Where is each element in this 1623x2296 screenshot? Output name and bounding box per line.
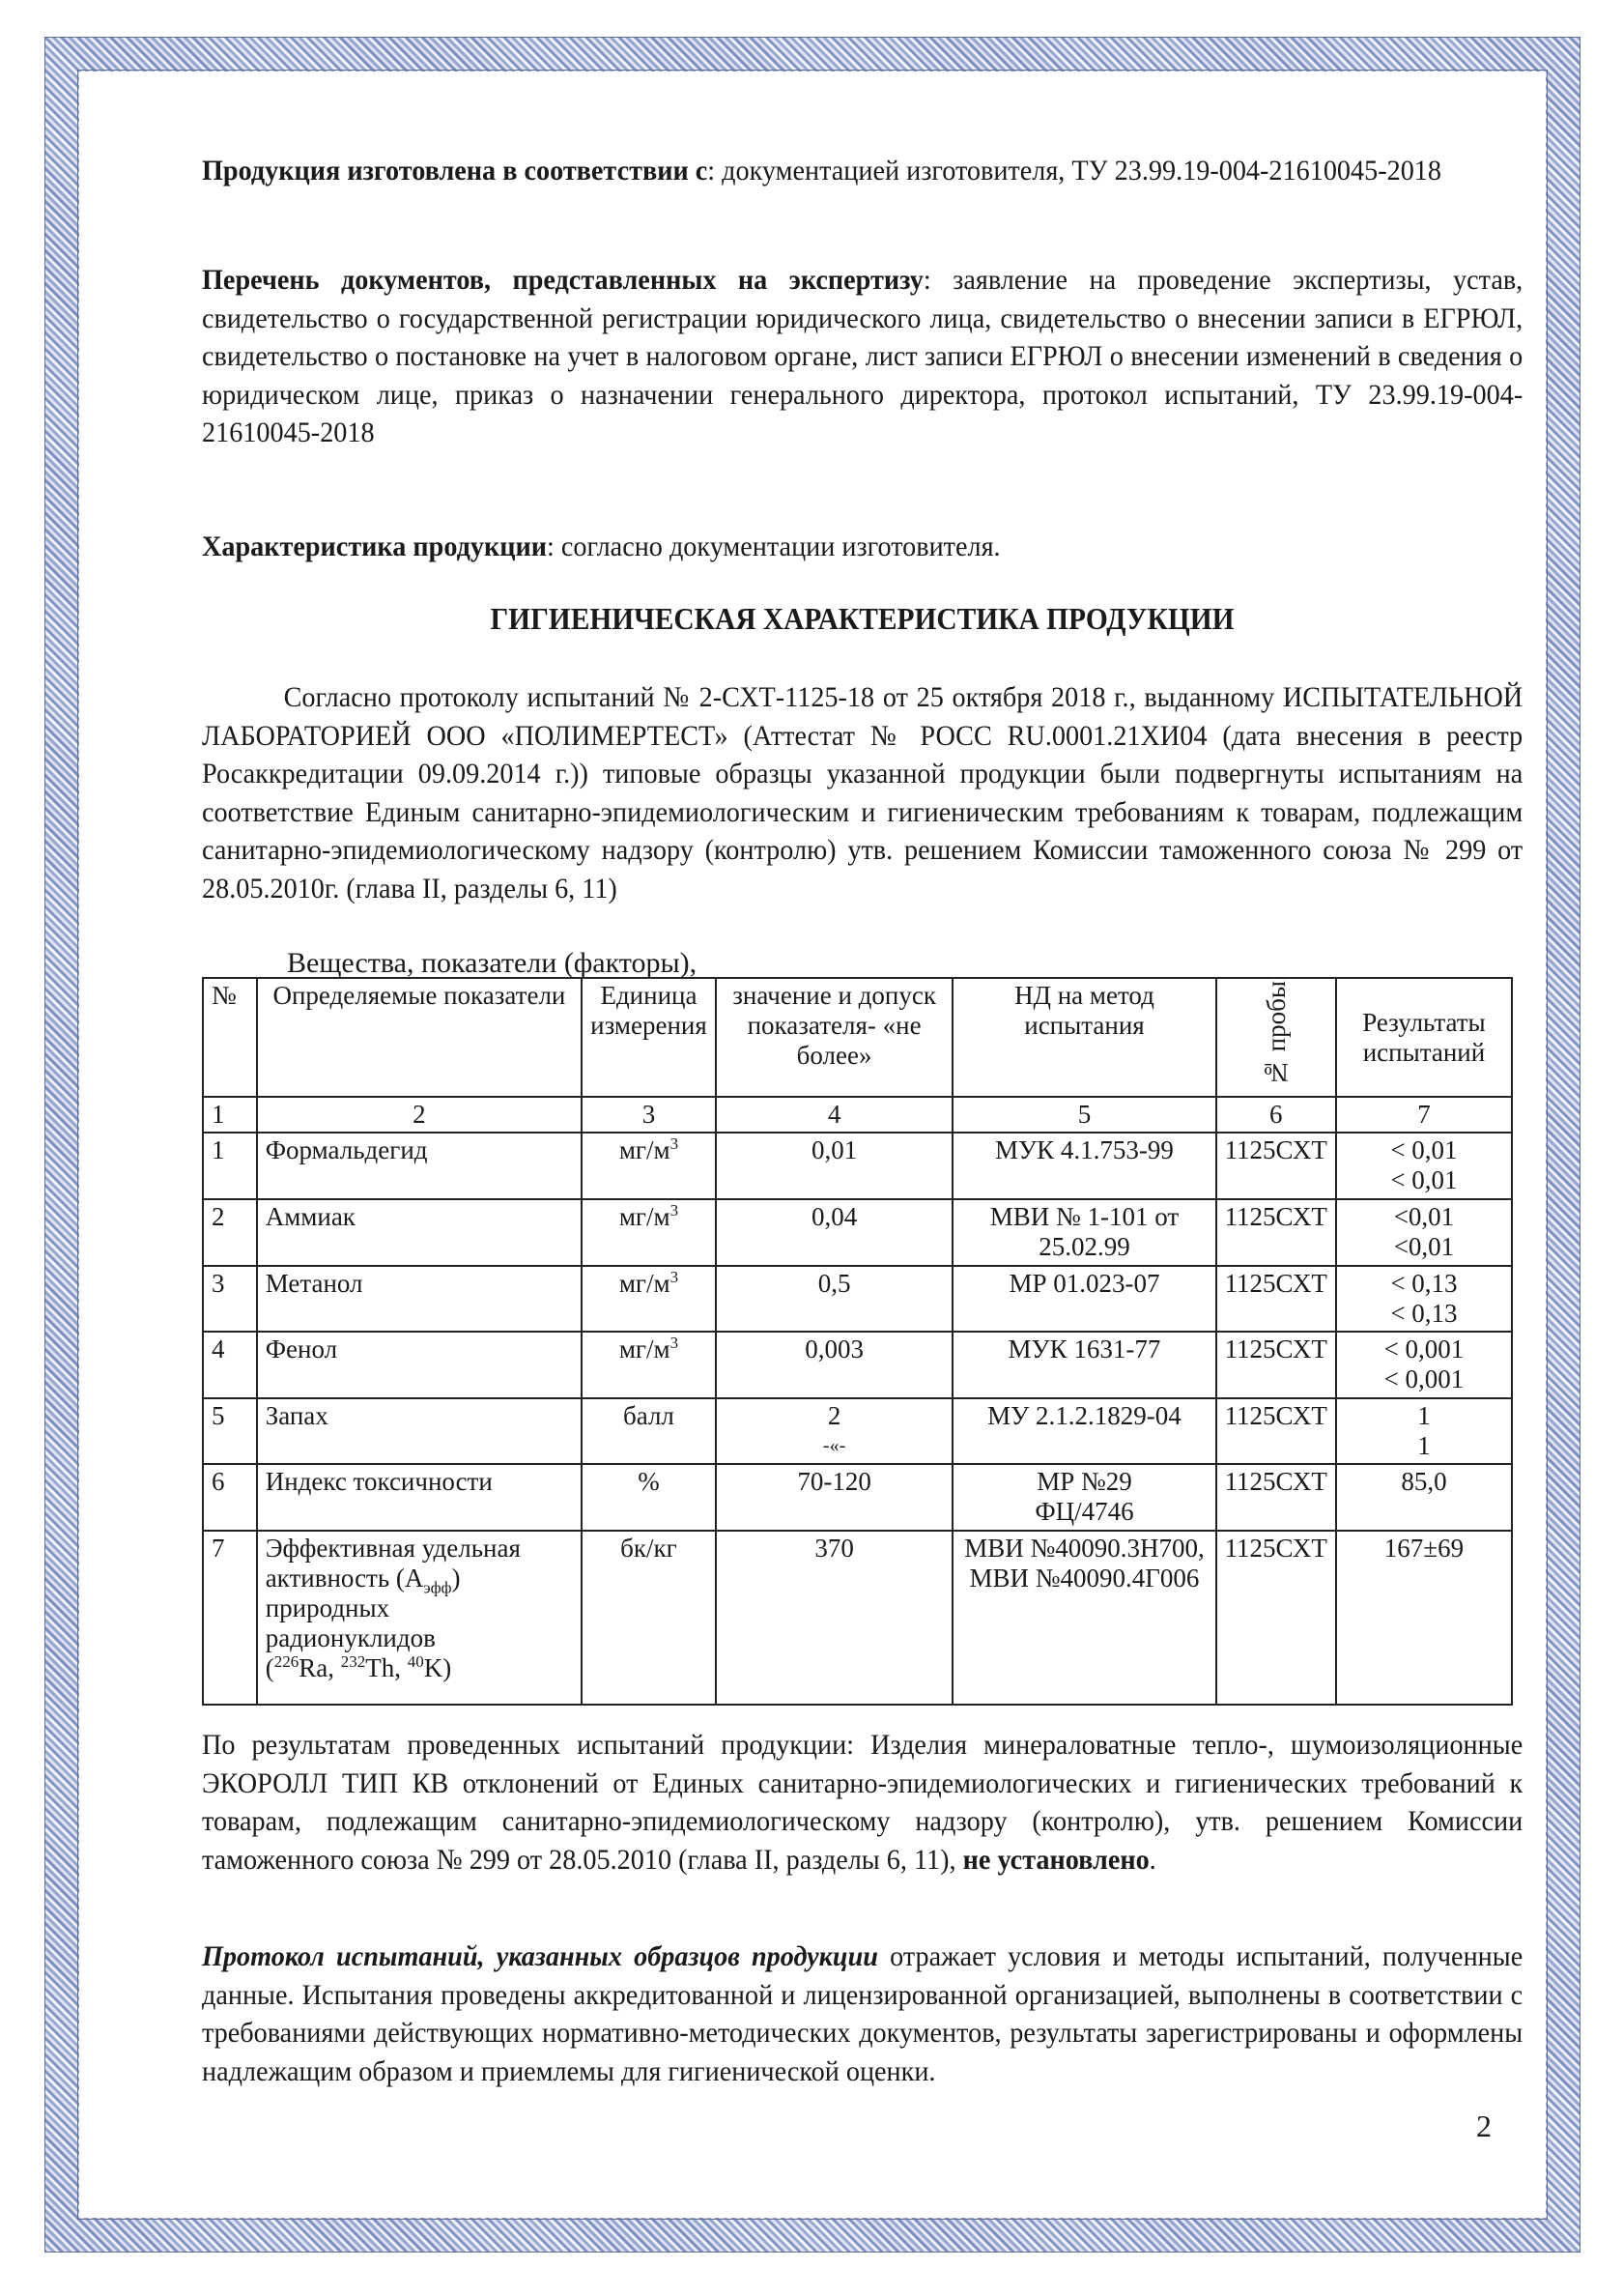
- col-number: 4: [716, 1097, 954, 1133]
- table-row: [203, 1332, 1512, 1398]
- row-limit: 0,04: [716, 1199, 954, 1266]
- documents-list-block: [202, 261, 1523, 452]
- table-column-number-row: [203, 1097, 1512, 1133]
- col-number: 6: [1216, 1097, 1336, 1133]
- table-row: [203, 1531, 1512, 1705]
- header-limit: значение и допуск показателя- «не более»: [716, 978, 954, 1097]
- protocol-paragraph-block: [202, 678, 1523, 907]
- row-unit: %: [582, 1464, 716, 1531]
- documents-list-text: : заявление на проведение экспертизы, устав, свидетельство о государственной регистрации юридического лица, свидетельство о внесении записи в ЕГРЮЛ, свидетельство о постановке на учет в налоговом органе, лист записи ЕГРЮЛ о внесении изменений в сведения о юридическом лице, приказ о назначении генерального директора, протокол испытаний, ТУ 23.99.19-004-21610045-2018: [202, 264, 1523, 448]
- row-indicator: Запах: [257, 1398, 582, 1464]
- section-title: ГИГИЕНИЧЕСКАЯ ХАРАКТЕРИСТИКА ПРОДУКЦИИ: [490, 601, 1235, 636]
- product-characteristic-block: [202, 528, 1523, 566]
- row-result: < 0,001 < 0,001: [1336, 1332, 1512, 1398]
- row-indicator: Эффективная удельная активность $(А_{эфф})$ природных радионуклидов ($^{226}$Ra, $^{232}$Th, $^{40}$K): [257, 1531, 582, 1705]
- row-indicator: Метанол: [257, 1266, 582, 1332]
- row-number: 4: [203, 1332, 257, 1398]
- row-sample: 1125СХТ: [1216, 1266, 1336, 1332]
- table-caption: Вещества, показатели (факторы),: [287, 947, 698, 979]
- header-sample: № пробы: [1261, 981, 1291, 1088]
- row-result: 85,0: [1336, 1464, 1512, 1531]
- col-number: 1: [203, 1097, 257, 1133]
- row-limit: 0,01: [716, 1133, 954, 1199]
- header-results: Результаты испытаний: [1336, 978, 1512, 1097]
- row-sample: 1125СХТ: [1216, 1199, 1336, 1266]
- header-indicator: Определяемые показатели: [257, 978, 582, 1097]
- row-sample: 1125СХТ: [1216, 1133, 1336, 1199]
- row-unit: $мг/м^3$: [582, 1332, 716, 1398]
- row-indicator: Аммиак: [257, 1199, 582, 1266]
- table-row: [203, 1398, 1512, 1464]
- col-number: 7: [1336, 1097, 1512, 1133]
- documents-list-label: Перечень документов, представленных на экспертизу: [202, 264, 924, 296]
- row-unit: $мг/м^3$: [582, 1133, 716, 1199]
- col-number: 5: [953, 1097, 1215, 1133]
- row-indicator: Индекс токсичности: [257, 1464, 582, 1531]
- header-unit: Единица измерения: [582, 978, 716, 1097]
- row-number: 2: [203, 1199, 257, 1266]
- row-number: 6: [203, 1464, 257, 1531]
- row-indicator: Фенол: [257, 1332, 582, 1398]
- manufactured-per-block: [202, 152, 1523, 190]
- table-header-row: [203, 978, 1512, 1097]
- row-method: МР 01.023-07: [953, 1266, 1215, 1332]
- row-result: <0,01 <0,01: [1336, 1199, 1512, 1266]
- row-sample: 1125СХТ: [1216, 1531, 1336, 1705]
- row-limit: 2 -«-: [716, 1398, 954, 1464]
- col-number: 3: [582, 1097, 716, 1133]
- row-number: 3: [203, 1266, 257, 1332]
- row-method: МВИ №40090.3Н700, МВИ №40090.4Г006: [953, 1531, 1215, 1705]
- row-method: МУК 1631-77: [953, 1332, 1215, 1398]
- conclusion-text: По результатам проведенных испытаний продукции: Изделия минераловатные тепло-, шумоизоляционные ЭКОРОЛЛ ТИП КВ отклонений от Единых санитарно-эпидемиологических и гигиенических требований к товарам, подлежащим санитарно-эпидемиологическому надзору (контролю), утв. решением Комиссии таможенного союза № 299 от 28.05.2010 (глава II, разделы 6, 11),: [202, 1729, 1523, 1876]
- row-method: МВИ № 1-101 от 25.02.99: [953, 1199, 1215, 1266]
- protocol-note-block: [202, 1937, 1523, 2090]
- row-method: МУ 2.1.2.1829-04: [953, 1398, 1215, 1464]
- row-unit: бк/кг: [582, 1531, 716, 1705]
- row-number: 1: [203, 1133, 257, 1199]
- row-sample: 1125СХТ: [1216, 1398, 1336, 1464]
- table-row: [203, 1464, 1512, 1531]
- row-number: 5: [203, 1398, 257, 1464]
- product-characteristic-text: : согласно документации изготовителя.: [546, 531, 1001, 562]
- row-limit: 70-120: [716, 1464, 954, 1531]
- col-number: 2: [257, 1097, 582, 1133]
- row-result: < 0,01 < 0,01: [1336, 1133, 1512, 1199]
- row-result: 1 1: [1336, 1398, 1512, 1464]
- row-indicator: Формальдегид: [257, 1133, 582, 1199]
- row-result: < 0,13 < 0,13: [1336, 1266, 1512, 1332]
- manufactured-per-label: Продукция изготовлена в соответствии с: [202, 155, 708, 187]
- manufactured-per-text: : документацией изготовителя, ТУ 23.99.19-004-21610045-2018: [707, 155, 1442, 187]
- row-number: 7: [203, 1531, 257, 1705]
- row-sample: 1125СХТ: [1216, 1332, 1336, 1398]
- row-limit: 370: [716, 1531, 954, 1705]
- conclusion-verdict: не установлено: [962, 1843, 1150, 1876]
- protocol-paragraph: Согласно протоколу испытаний № 2-СХТ-1125-18 от 25 октября 2018 г., выданному ИСПЫТАТЕЛЬНОЙ ЛАБОРАТОРИЕЙ ООО «ПОЛИМЕРТЕСТ» (Аттестат № РОСС RU.0001.21ХИ04 (дата внесения в реестр Росаккредитации 09.09.2014 г.)) типовые образцы указанной продукции были подвергнуты испытаниям на соответствие Единым санитарно-эпидемиологическим и гигиеническим требованиям к товарам, подлежащим санитарно-эпидемиологическому надзору (контролю) утв. решением Комиссии таможенного союза № 299 от 28.05.2010г. (глава II, разделы 6, 11): [202, 681, 1523, 904]
- table-row: [203, 1266, 1512, 1332]
- row-unit: $мг/м^3$: [582, 1199, 716, 1266]
- header-number: №: [203, 978, 257, 1097]
- row-method: МУК 4.1.753-99: [953, 1133, 1215, 1199]
- row-method: МР №29 ФЦ/4746: [953, 1464, 1215, 1531]
- product-characteristic-label: Характеристика продукции: [202, 531, 547, 562]
- row-limit: 0,003: [716, 1332, 954, 1398]
- table-row: [203, 1133, 1512, 1199]
- hygiene-results-table: [202, 977, 1513, 1706]
- page-number: 2: [1476, 2109, 1492, 2143]
- protocol-note-text: отражает условия и методы испытаний, полученные данные. Испытания проведены аккредитованной и лицензированной организацией, выполнены в соответствии с требованиями действующих нормативно-методических документов, результаты зарегистрированы и оформлены надлежащим образом и приемлемы для гигиенической оценки.: [202, 1940, 1523, 2087]
- header-method: НД на метод испытания: [953, 978, 1215, 1097]
- row-unit: балл: [582, 1398, 716, 1464]
- row-limit: 0,5: [716, 1266, 954, 1332]
- table-row: [203, 1199, 1512, 1266]
- row-unit: $мг/м^3$: [582, 1266, 716, 1332]
- conclusion-block: По результатам проведенных испытаний продукции: Изделия минераловатные тепло-, шумоизоляционные ЭКОРОЛЛ ТИП КВ отклонений от Единых санитарно-эпидемиологических и гигиенических требований к товарам, подлежащим санитарно-эпидемиологическому надзору (контролю), утв. решением Комиссии таможенного союза № 299 от 28.05.2010 (глава II, разделы 6, 11), не установлено.: [202, 1729, 1523, 1876]
- row-sample: 1125СХТ: [1216, 1464, 1336, 1531]
- protocol-note-label: Протокол испытаний, указанных образцов продукции: [202, 1940, 878, 1972]
- row-result: 167±69: [1336, 1531, 1512, 1705]
